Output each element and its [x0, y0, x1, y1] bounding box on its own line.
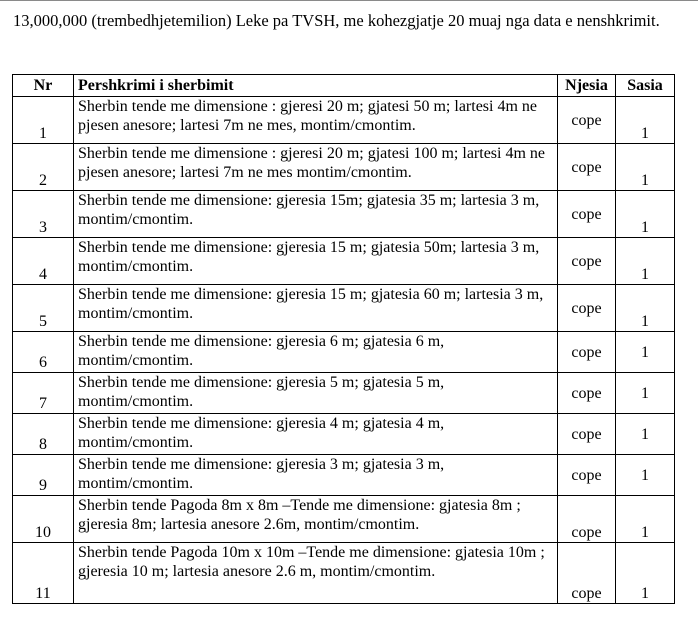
- table-row: [13, 414, 675, 455]
- row-quantity: 1: [616, 238, 675, 285]
- services-table: [12, 74, 675, 604]
- row-nr: 7: [13, 373, 74, 414]
- table-row: [13, 543, 675, 604]
- row-quantity: 1: [616, 144, 675, 191]
- row-nr: 8: [13, 414, 74, 455]
- header-description: Pershkrimi i sherbimit: [74, 75, 558, 97]
- row-description: Sherbin tende me dimensione : gjeresi 20 m; gjatesi 100 m; lartesi 4m ne pjesen anesore; lartesi 7m ne mes montim/cmontim.: [74, 144, 558, 191]
- header-unit: Njesia: [558, 75, 616, 97]
- row-quantity: 1: [616, 285, 675, 332]
- row-description: Sherbin tende me dimensione: gjeresia 15 m; gjatesia 60 m; lartesia 3 m, montim/cmontim.: [74, 285, 558, 332]
- table-row: [13, 238, 675, 285]
- row-quantity: 1: [616, 332, 675, 373]
- row-description: Sherbin tende me dimensione: gjeresia 3 m; gjatesia 3 m, montim/cmontim.: [74, 455, 558, 496]
- table-row: [13, 285, 675, 332]
- row-description: Sherbin tende me dimensione: gjeresia 5 m; gjatesia 5 m, montim/cmontim.: [74, 373, 558, 414]
- row-description: Sherbin tende me dimensione : gjeresi 20 m; gjatesi 50 m; lartesi 4m ne pjesen anesore; lartesi 7m ne mes, montim/cmontim.: [74, 97, 558, 144]
- row-description: Sherbin tende Pagoda 10m x 10m –Tende me dimensione: gjatesia 10m ; gjeresia 10 m; lartesia anesore 2.6 m, montim/cmontim.: [74, 543, 558, 604]
- row-nr: 11: [13, 543, 74, 604]
- table-row: [13, 332, 675, 373]
- row-unit: cope: [558, 191, 616, 238]
- row-quantity: 1: [616, 191, 675, 238]
- row-unit: cope: [558, 543, 616, 604]
- row-nr: 1: [13, 97, 74, 144]
- row-unit: cope: [558, 455, 616, 496]
- row-unit: cope: [558, 238, 616, 285]
- row-unit: cope: [558, 373, 616, 414]
- row-unit: cope: [558, 97, 616, 144]
- row-nr: 4: [13, 238, 74, 285]
- table-row: [13, 144, 675, 191]
- table-row: [13, 373, 675, 414]
- row-nr: 9: [13, 455, 74, 496]
- row-quantity: 1: [616, 373, 675, 414]
- header-quantity: Sasia: [616, 75, 675, 97]
- row-description: Sherbin tende me dimensione: gjeresia 15m; gjatesia 35 m; lartesia 3 m, montim/cmontim.: [74, 191, 558, 238]
- row-nr: 6: [13, 332, 74, 373]
- header-nr: Nr: [13, 75, 74, 97]
- row-quantity: 1: [616, 414, 675, 455]
- row-description: Sherbin tende me dimensione: gjeresia 4 m; gjatesia 4 m, montim/cmontim.: [74, 414, 558, 455]
- table-row: [13, 97, 675, 144]
- table-row: [13, 455, 675, 496]
- row-quantity: 1: [616, 543, 675, 604]
- row-quantity: 1: [616, 496, 675, 543]
- row-unit: cope: [558, 144, 616, 191]
- row-nr: 10: [13, 496, 74, 543]
- row-nr: 3: [13, 191, 74, 238]
- row-unit: cope: [558, 496, 616, 543]
- row-quantity: 1: [616, 455, 675, 496]
- row-nr: 5: [13, 285, 74, 332]
- row-quantity: 1: [616, 97, 675, 144]
- row-unit: cope: [558, 332, 616, 373]
- table-header-row: [13, 75, 675, 97]
- row-unit: cope: [558, 414, 616, 455]
- row-description: Sherbin tende Pagoda 8m x 8m –Tende me dimensione: gjatesia 8m ; gjeresia 8m; lartesia anesore 2.6m, montim/cmontim.: [74, 496, 558, 543]
- intro-paragraph: 13,000,000 (trembedhjetemilion) Leke pa TVSH, me kohezgjatje 20 muaj nga data e nenshkrimit.: [13, 11, 660, 30]
- top-rule: [0, 0, 698, 1]
- row-nr: 2: [13, 144, 74, 191]
- table-row: [13, 496, 675, 543]
- row-description: Sherbin tende me dimensione: gjeresia 15 m; gjatesia 50m; lartesia 3 m, montim/cmontim.: [74, 238, 558, 285]
- row-unit: cope: [558, 285, 616, 332]
- row-description: Sherbin tende me dimensione: gjeresia 6 m; gjatesia 6 m, montim/cmontim.: [74, 332, 558, 373]
- table-row: [13, 191, 675, 238]
